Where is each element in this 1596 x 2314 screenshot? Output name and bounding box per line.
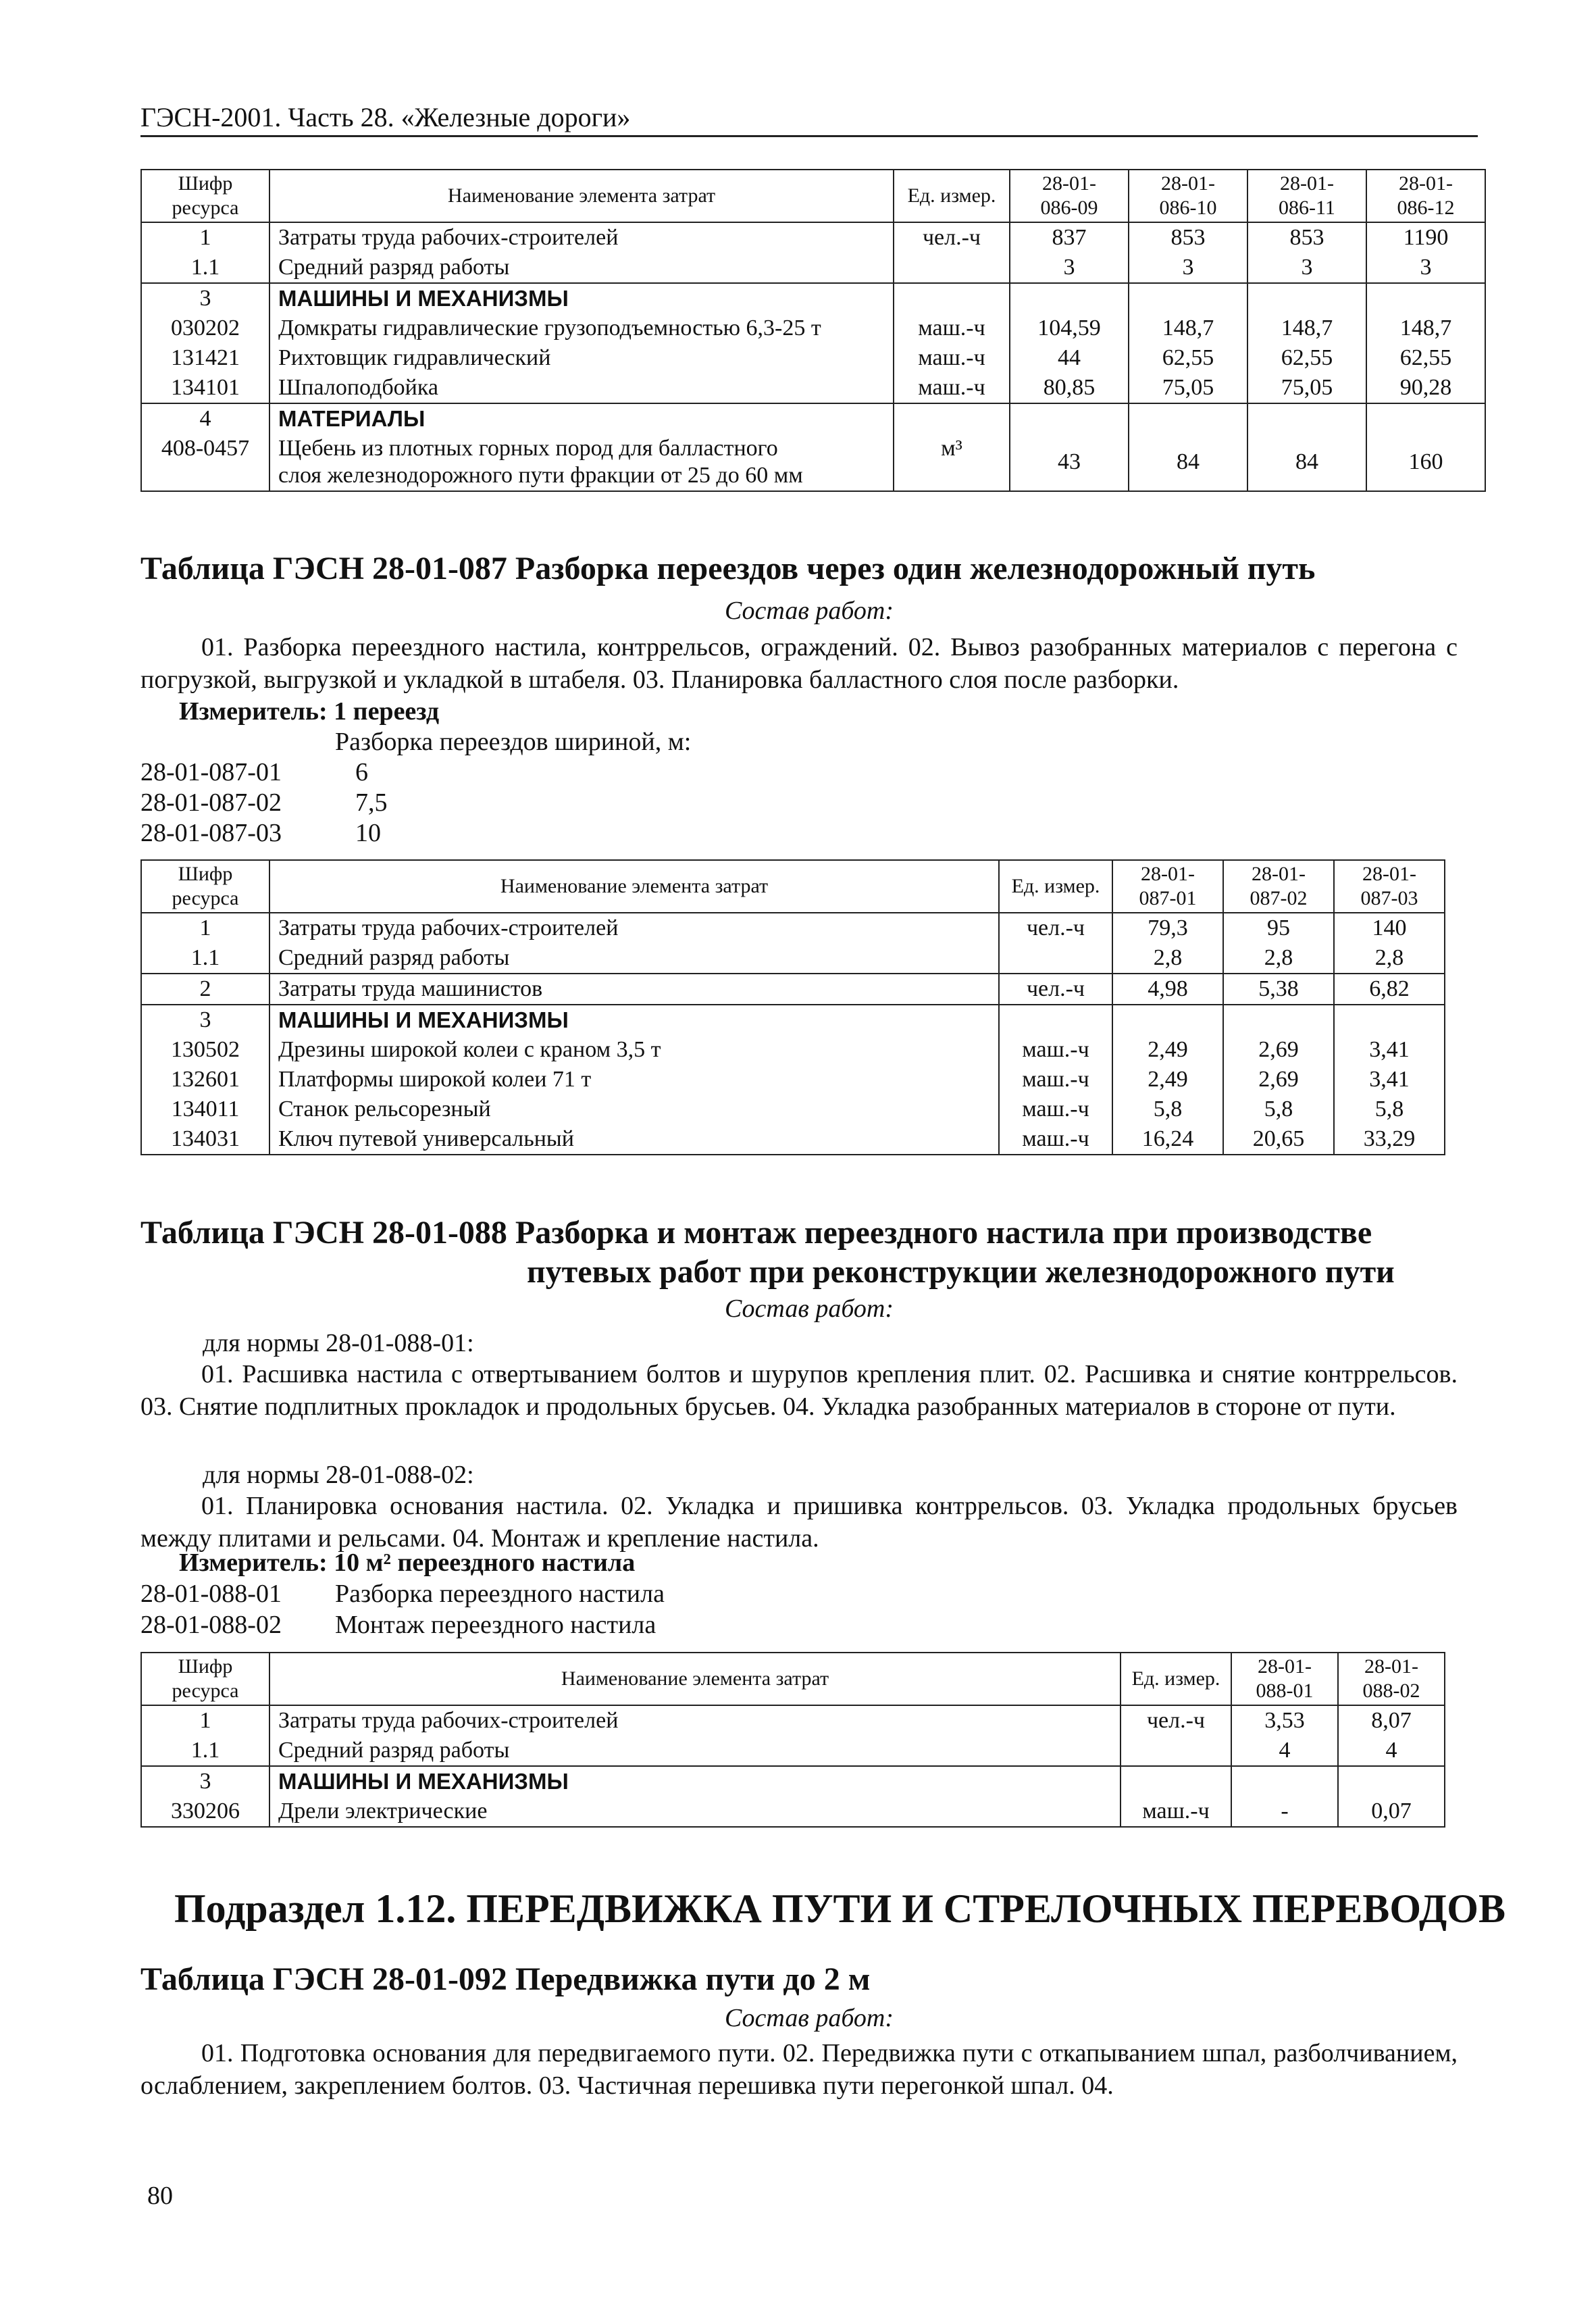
resource-code: 1.1 [141,943,269,974]
norm-value: 148,7 [1366,313,1485,343]
norm-code: 28-01-088-02 [140,1611,282,1639]
unit: маш.-ч [894,313,1010,343]
norm-value: - [1231,1796,1338,1827]
unit [1121,1736,1231,1766]
resource-code: 130502 [141,1035,269,1065]
unit [894,403,1010,434]
norm-value: 2,49 [1112,1065,1223,1095]
table-row [141,1705,1445,1736]
resource-code: 1 [141,222,269,253]
cost-element-name: Платформы широкой колеи 71 т [269,1065,999,1095]
unit: маш.-ч [999,1035,1112,1065]
norm-value: 79,3 [1112,913,1223,943]
norm-value: 148,7 [1247,313,1366,343]
norm-code: 28-01-087-01 [140,758,282,786]
resource-code: 132601 [141,1065,269,1095]
resource-code: 3 [141,283,269,313]
section-heading: МАШИНЫ И МЕХАНИЗМЫ [269,283,894,313]
table-087-title: Таблица ГЭСН 28-01-087 Разборка переездов через один железнодорожный путь [140,551,1316,586]
unit: чел.-ч [894,222,1010,253]
table-row [141,343,1485,373]
resource-code: 131421 [141,343,269,373]
col-name-header: Наименование элемента затрат [269,170,894,222]
norm-value: 62,55 [1247,343,1366,373]
norm-code: 28-01-087-03 [140,819,282,847]
norm-value: 853 [1247,222,1366,253]
norm-value: 33,29 [1334,1124,1445,1155]
norm-value: 8,07 [1338,1705,1445,1736]
norm-value: 62,55 [1366,343,1485,373]
norm-description: Разборка переездного настила [335,1580,665,1608]
resource-code: 3 [141,1766,269,1796]
table-row [141,1035,1445,1065]
norm-value: 2,8 [1334,943,1445,974]
cost-element-name: Затраты труда рабочих-строителей [269,913,999,943]
table-header-row [141,860,1445,913]
resource-code: 134101 [141,373,269,403]
cost-element-name: Затраты труда машинистов [269,974,999,1005]
norm-value [1129,283,1247,313]
running-header: ГЭСН-2001. Часть 28. «Железные дороги» [140,102,631,132]
unit [1121,1766,1231,1796]
table-088 [140,1652,1445,1828]
resource-code: 3 [141,1005,269,1035]
table-087 [140,859,1445,1155]
work-scope-text: 01. Подготовка основания для передвигаемого пути. 02. Передвижка пути с откапыванием шпал, разболчиванием, ослаблением, закреплением болтов. 03. Частичная перешивка пути перегонкой шпал. 04. [140,2039,1458,2100]
unit: маш.-ч [894,343,1010,373]
table-row [141,1095,1445,1124]
section-heading: МАТЕРИАЛЫ [269,403,894,434]
norm-value: 4,98 [1112,974,1223,1005]
col-name-header: Наименование элемента затрат [269,1653,1121,1705]
col-norm-header: 28-01- 087-03 [1334,860,1445,913]
norm-param-value: 6 [355,758,368,786]
table-row [141,283,1485,313]
norm-value [1334,1005,1445,1035]
norm-value [1366,403,1485,434]
unit: маш.-ч [1121,1796,1231,1827]
norm-value: 16,24 [1112,1124,1223,1155]
norm-description: Монтаж переездного настила [335,1611,657,1639]
page-number: 80 [147,2182,173,2210]
table-row [141,974,1445,1005]
work-scope-text: 01. Разборка переездного настила, контррельсов, ограждений. 02. Вывоз разобранных материалов с перегона с погрузкой, выгрузкой и укладкой в штабеля. 03. Планировка балластного слоя после разборки. [140,633,1458,694]
col-norm-header: 28-01- 086-10 [1129,170,1247,222]
work-scope-text: 01. Планировка основания настила. 02. Укладка и пришивка контррельсов. 03. Укладка продольных брусьев между плитами и рельсами. 04. Монтаж и крепление настила. [140,1492,1458,1553]
norm-value [1247,403,1366,434]
norm-ref: для нормы 28-01-088-01: [203,1329,474,1357]
norm-value: 6,82 [1334,974,1445,1005]
norm-value: 84 [1129,434,1247,491]
norm-value: 62,55 [1129,343,1247,373]
table-row [141,373,1485,403]
table-header-row [141,1653,1445,1705]
unit: маш.-ч [999,1124,1112,1155]
cost-element-name: Станок рельсорезный [269,1095,999,1124]
norm-value [1247,283,1366,313]
col-norm-header: 28-01- 086-09 [1010,170,1129,222]
norm-value: 95 [1223,913,1334,943]
col-code-header: Шифр ресурса [141,170,269,222]
table-row [141,1796,1445,1827]
norm-code: 28-01-087-02 [140,788,282,817]
col-unit-header: Ед. измер. [894,170,1010,222]
resource-code: 1.1 [141,1736,269,1766]
norm-value: 43 [1010,434,1129,491]
norm-value: 160 [1366,434,1485,491]
norm-value: 3,41 [1334,1065,1445,1095]
norm-param-value: 7,5 [355,788,388,817]
work-scope-label: Состав работ: [724,597,894,625]
unit [894,283,1010,313]
unit [999,943,1112,974]
col-code-header: Шифр ресурса [141,860,269,913]
col-norm-header: 28-01- 088-01 [1231,1653,1338,1705]
parameter-label: Разборка переездов шириной, м: [335,728,692,756]
norm-value [1338,1766,1445,1796]
table-092-title: Таблица ГЭСН 28-01-092 Передвижка пути до 2 м [140,1961,871,1997]
norm-value: 3 [1129,253,1247,283]
norm-value: 5,8 [1223,1095,1334,1124]
norm-value [1223,1005,1334,1035]
norm-value: 2,69 [1223,1065,1334,1095]
col-code-header: Шифр ресурса [141,1653,269,1705]
cost-element-name: Дрели электрические [269,1796,1121,1827]
norm-param-value: 10 [355,819,381,847]
unit: чел.-ч [999,913,1112,943]
measure-unit: Измеритель: 1 переезд [179,697,440,726]
norm-value: 4 [1338,1736,1445,1766]
section-heading: МАШИНЫ И МЕХАНИЗМЫ [269,1005,999,1035]
work-scope-text: 01. Расшивка настила с отвертыванием болтов и шурупов крепления плит. 02. Расшивка и снятие контррельсов. 03. Снятие подплитных прокладок и продольных брусьев. 04. Укладка разобранных материалов в стороне от пути. [140,1360,1458,1421]
resource-code: 1 [141,913,269,943]
norm-value: 1190 [1366,222,1485,253]
resource-code: 134011 [141,1095,269,1124]
header-rule [140,135,1478,137]
norm-value: 84 [1247,434,1366,491]
norm-value: 5,8 [1334,1095,1445,1124]
resource-code: 030202 [141,313,269,343]
cost-element-name: Щебень из плотных горных пород для балластного слоя железнодорожного пути фракции от 25 до 60 мм [269,434,894,491]
norm-value: 2,69 [1223,1035,1334,1065]
norm-value: 80,85 [1010,373,1129,403]
table-086 [140,169,1486,492]
norm-value: 3 [1010,253,1129,283]
unit: маш.-ч [999,1065,1112,1095]
work-scope-label: Состав работ: [724,1294,894,1323]
resource-code: 2 [141,974,269,1005]
norm-ref: для нормы 28-01-088-02: [203,1461,474,1489]
unit: чел.-ч [999,974,1112,1005]
norm-value: 853 [1129,222,1247,253]
norm-value: 75,05 [1247,373,1366,403]
measure-unit: Измеритель: 10 м² переездного настила [179,1549,636,1577]
norm-value: 3,41 [1334,1035,1445,1065]
norm-code: 28-01-088-01 [140,1580,282,1608]
norm-value: 5,8 [1112,1095,1223,1124]
norm-value: 837 [1010,222,1129,253]
cost-element-name: Затраты труда рабочих-строителей [269,1705,1121,1736]
resource-code: 1 [141,1705,269,1736]
col-norm-header: 28-01- 088-02 [1338,1653,1445,1705]
norm-value: 44 [1010,343,1129,373]
unit: м³ [894,434,1010,491]
norm-value: 5,38 [1223,974,1334,1005]
cost-element-name: Средний разряд работы [269,1736,1121,1766]
table-row [141,222,1485,253]
norm-value: 3 [1247,253,1366,283]
table-088-title: Таблица ГЭСН 28-01-088 Разборка и монтаж переездного настила при производстве [140,1215,1372,1251]
table-row [141,1736,1445,1766]
norm-value: 20,65 [1223,1124,1334,1155]
col-norm-header: 28-01- 086-11 [1247,170,1366,222]
norm-value: 148,7 [1129,313,1247,343]
norm-value: 75,05 [1129,373,1247,403]
cost-element-name: Ключ путевой универсальный [269,1124,999,1155]
norm-value: 2,8 [1112,943,1223,974]
cost-element-name: Средний разряд работы [269,253,894,283]
cost-element-name: Средний разряд работы [269,943,999,974]
cost-element-name: Рихтовщик гидравлический [269,343,894,373]
col-norm-header: 28-01- 087-01 [1112,860,1223,913]
table-row [141,1766,1445,1796]
subsection-heading: Подраздел 1.12. ПЕРЕДВИЖКА ПУТИ И СТРЕЛОЧНЫХ ПЕРЕВОДОВ [174,1886,1505,1931]
col-unit-header: Ед. измер. [1121,1653,1231,1705]
norm-value [1112,1005,1223,1035]
cost-element-name: Дрезины широкой колеи с краном 3,5 т [269,1035,999,1065]
cost-element-name: Шпалоподбойка [269,373,894,403]
unit [999,1005,1112,1035]
resource-code: 330206 [141,1796,269,1827]
table-row [141,313,1485,343]
norm-value [1231,1766,1338,1796]
col-norm-header: 28-01- 086-12 [1366,170,1485,222]
norm-value: 3,53 [1231,1705,1338,1736]
resource-code: 408-0457 [141,434,269,491]
norm-value: 2,8 [1223,943,1334,974]
norm-value: 3 [1366,253,1485,283]
norm-value: 4 [1231,1736,1338,1766]
col-norm-header: 28-01- 087-02 [1223,860,1334,913]
section-heading: МАШИНЫ И МЕХАНИЗМЫ [269,1766,1121,1796]
table-row [141,253,1485,283]
table-row [141,434,1485,491]
table-header-row [141,170,1485,222]
cost-element-name: Домкраты гидравлические грузоподъемностью 6,3-25 т [269,313,894,343]
work-scope-label: Состав работ: [724,2004,894,2032]
resource-code: 4 [141,403,269,434]
resource-code: 134031 [141,1124,269,1155]
table-row [141,1124,1445,1155]
norm-value [1010,283,1129,313]
table-row [141,403,1485,434]
unit: маш.-ч [894,373,1010,403]
unit: маш.-ч [999,1095,1112,1124]
norm-value [1129,403,1247,434]
table-row [141,1065,1445,1095]
norm-value [1366,283,1485,313]
norm-value: 140 [1334,913,1445,943]
table-row [141,913,1445,943]
norm-value: 104,59 [1010,313,1129,343]
resource-code: 1.1 [141,253,269,283]
unit: чел.-ч [1121,1705,1231,1736]
table-088-title-cont: путевых работ при реконструкции железнодорожного пути [527,1254,1395,1290]
norm-value: 90,28 [1366,373,1485,403]
norm-value [1010,403,1129,434]
unit [894,253,1010,283]
table-row [141,943,1445,974]
norm-value: 2,49 [1112,1035,1223,1065]
table-row [141,1005,1445,1035]
col-unit-header: Ед. измер. [999,860,1112,913]
norm-value: 0,07 [1338,1796,1445,1827]
col-name-header: Наименование элемента затрат [269,860,999,913]
cost-element-name: Затраты труда рабочих-строителей [269,222,894,253]
